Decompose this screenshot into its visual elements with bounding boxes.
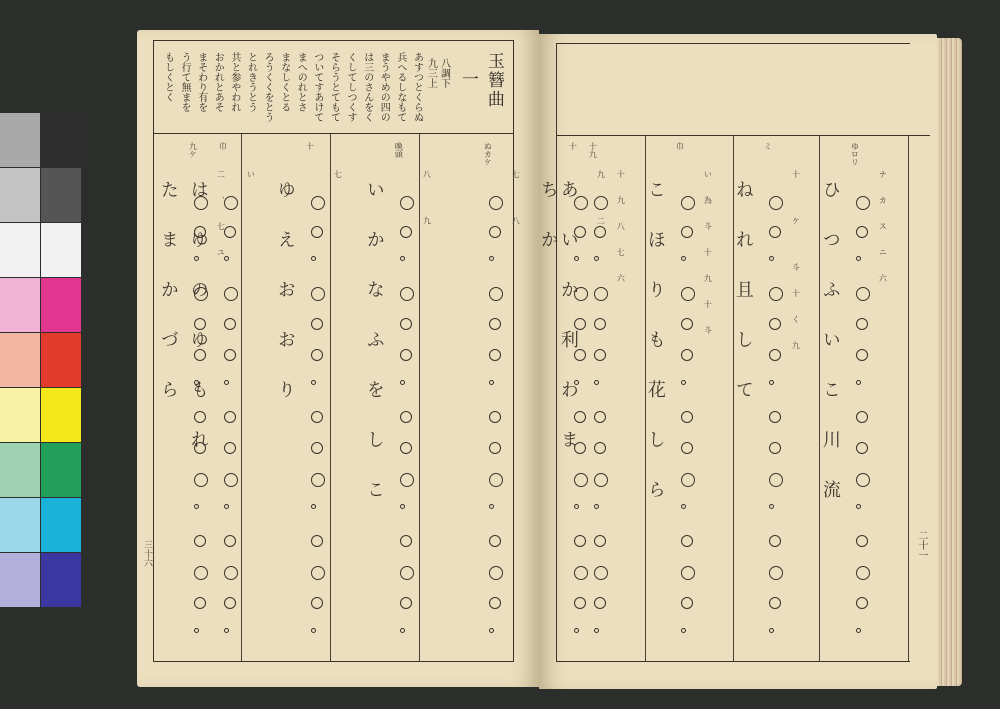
notation-circle	[856, 504, 861, 509]
color-patch	[41, 443, 81, 497]
color-patch	[41, 333, 81, 387]
notation-circle	[856, 226, 868, 238]
color-patch	[41, 278, 81, 332]
notation-circle	[594, 628, 599, 633]
notation-circle	[489, 535, 501, 547]
notation-circle	[489, 287, 503, 301]
notation-circle	[489, 380, 494, 385]
notation-circle	[224, 287, 238, 301]
notation-circle	[400, 196, 414, 210]
column-lyrics: ひつふいこ川流	[819, 180, 841, 530]
notation-circle	[594, 504, 599, 509]
notation-circle	[194, 628, 199, 633]
notation-circle	[489, 349, 501, 361]
notation-circle	[311, 535, 323, 547]
column-notation-text: 十 ケ 斗十く九	[791, 170, 801, 368]
column-header-note: 巾	[675, 142, 685, 150]
column-notation-text: い	[246, 170, 256, 196]
color-patch	[0, 223, 40, 277]
notation-circle	[489, 442, 501, 454]
notation-circle	[574, 411, 586, 423]
notation-circle	[769, 504, 774, 509]
notation-circle	[769, 411, 781, 423]
notation-circle	[856, 196, 870, 210]
notation-circle	[574, 473, 588, 487]
color-patch	[41, 168, 81, 222]
intro-line: 共と参やわれ	[228, 52, 240, 112]
notation-circle	[194, 256, 199, 261]
notation-circle	[769, 196, 783, 210]
color-patch	[0, 113, 40, 167]
column-notation-text: 十九八七六	[616, 170, 626, 300]
color-patch	[41, 113, 81, 167]
notation-circle	[681, 597, 693, 609]
notation-circle	[681, 411, 693, 423]
notation-circle	[311, 566, 325, 580]
column-notation-text: い為斗十九十斗	[703, 170, 713, 352]
column-divider	[419, 134, 420, 661]
color-patch	[0, 333, 40, 387]
notation-circle	[224, 349, 236, 361]
notation-circle	[400, 226, 412, 238]
intro-line: とれきうとう	[245, 52, 257, 112]
notation-circle	[856, 380, 861, 385]
notation-circle	[574, 566, 588, 580]
notation-circle	[194, 442, 206, 454]
notation-circle	[681, 535, 693, 547]
notation-circle	[400, 628, 405, 633]
notation-circle	[769, 226, 781, 238]
notation-circle	[400, 411, 412, 423]
notation-circle	[489, 504, 494, 509]
notation-circle	[574, 628, 579, 633]
notation-circle	[574, 535, 586, 547]
notation-circle	[681, 349, 693, 361]
notation-circle	[574, 318, 586, 330]
notation-circle	[311, 380, 316, 385]
column-header-note: 九ケ	[188, 142, 198, 158]
notation-circle	[681, 504, 686, 509]
intro-line: う行て無まを	[179, 52, 191, 112]
notation-circle	[769, 597, 781, 609]
notation-circle	[224, 628, 229, 633]
notation-circle	[311, 442, 323, 454]
notation-circle	[594, 473, 608, 487]
column-header-note: 巾	[218, 142, 228, 150]
notation-circle	[769, 318, 781, 330]
notation-circle	[224, 442, 236, 454]
notation-circle	[856, 473, 870, 487]
notation-circle	[489, 196, 503, 210]
notation-circle	[769, 473, 783, 487]
notation-circle	[311, 226, 323, 238]
color-patch	[0, 498, 40, 552]
notation-circle	[594, 566, 608, 580]
notation-circle	[856, 318, 868, 330]
color-patch	[0, 278, 40, 332]
notation-circle	[400, 287, 414, 301]
notation-circle	[194, 504, 199, 509]
notation-circle	[769, 287, 783, 301]
notation-circle	[856, 442, 868, 454]
notation-circle	[224, 226, 236, 238]
notation-circle	[194, 473, 208, 487]
notation-circle	[311, 196, 325, 210]
column-header-note: ぬカケ	[483, 142, 493, 166]
notation-circle	[400, 318, 412, 330]
intro-line: まそわり有を	[195, 52, 207, 112]
notation-circle	[856, 566, 870, 580]
notation-circle	[574, 597, 586, 609]
notation-circle	[489, 256, 494, 261]
notation-circle	[594, 442, 606, 454]
notation-circle	[400, 442, 412, 454]
intro-line: おかれとあそ	[212, 52, 224, 112]
notation-circle	[856, 349, 868, 361]
notation-circle	[224, 380, 229, 385]
notation-circle	[400, 504, 405, 509]
notation-circle	[594, 318, 606, 330]
notation-circle	[574, 349, 586, 361]
notation-circle	[311, 349, 323, 361]
notation-circle	[194, 287, 208, 301]
notation-circle	[311, 318, 323, 330]
tuning-note-2: 九三上	[425, 58, 437, 88]
column-header-note: 喚頭	[394, 142, 404, 158]
column-header-note: ミ	[763, 142, 773, 150]
page-edges	[934, 38, 962, 686]
notation-circle	[856, 287, 870, 301]
notation-circle	[400, 597, 412, 609]
notation-circle	[681, 380, 686, 385]
notation-circle	[681, 628, 686, 633]
notation-circle	[681, 566, 695, 580]
notation-circle	[400, 349, 412, 361]
column-divider	[908, 136, 909, 661]
color-patch	[0, 443, 40, 497]
notation-circle	[856, 597, 868, 609]
color-patch	[41, 553, 81, 607]
notation-circle	[224, 535, 236, 547]
notation-circle	[594, 287, 608, 301]
color-patch	[41, 388, 81, 442]
column-header-note: 十	[568, 142, 578, 150]
column-header-note: 十	[305, 142, 315, 150]
column-header-note: ゆロリ	[850, 142, 860, 166]
notation-circle	[489, 566, 503, 580]
notation-circle	[224, 597, 236, 609]
notation-circle	[681, 287, 695, 301]
notation-circle	[769, 380, 774, 385]
notation-circle	[311, 628, 316, 633]
title-number: 一	[457, 70, 478, 89]
notation-circle	[856, 628, 861, 633]
column-lyrics: ちか	[537, 180, 559, 280]
column-notation-text: 八 九	[422, 170, 432, 243]
color-patch	[41, 223, 81, 277]
notation-circle	[311, 287, 325, 301]
intro-line: ろうくくをとう	[262, 52, 274, 122]
column-lyrics: はゆのゆもれ	[187, 180, 209, 480]
notation-circle	[681, 318, 693, 330]
side-number: 二十一	[916, 530, 927, 560]
notation-circle	[224, 504, 229, 509]
notation-circle	[574, 504, 579, 509]
notation-circle	[311, 256, 316, 261]
notation-circle	[489, 411, 501, 423]
notation-circle	[311, 504, 316, 509]
notation-circle	[856, 256, 861, 261]
notation-circle	[400, 535, 412, 547]
notation-circle	[489, 226, 501, 238]
notation-circle	[194, 380, 199, 385]
column-divider	[330, 134, 331, 661]
notation-circle	[224, 318, 236, 330]
notation-circle	[681, 226, 693, 238]
notation-circle	[194, 318, 206, 330]
color-patch	[0, 553, 40, 607]
header-divider	[557, 135, 930, 136]
notation-circle	[594, 349, 606, 361]
color-patch	[0, 168, 40, 222]
notation-circle	[594, 380, 599, 385]
column-notation-text: 二、七ユ	[216, 170, 226, 274]
notation-circle	[194, 349, 206, 361]
intro-line: くしてしつくす	[345, 52, 357, 122]
notation-circle	[769, 256, 774, 261]
notation-circle	[594, 256, 599, 261]
notation-circle	[574, 226, 586, 238]
notation-circle	[769, 349, 781, 361]
notation-circle	[489, 628, 494, 633]
notation-circle	[769, 628, 774, 633]
column-lyrics: ゆえおおり	[274, 180, 296, 430]
notation-circle	[311, 411, 323, 423]
column-lyrics: ねれ且して	[732, 180, 754, 430]
notation-circle	[194, 196, 208, 210]
notation-circle	[574, 380, 579, 385]
color-patch	[0, 388, 40, 442]
notation-circle	[594, 535, 606, 547]
notation-circle	[224, 411, 236, 423]
intro-line: 兵へるしなもて	[394, 52, 406, 122]
notation-circle	[594, 411, 606, 423]
notation-circle	[400, 473, 414, 487]
column-lyrics: あいか利わま	[557, 180, 579, 480]
intro-line: まなしくとる	[278, 52, 290, 112]
notation-circle	[194, 566, 208, 580]
header-divider	[154, 133, 513, 134]
page-title: 玉簪曲	[483, 52, 504, 109]
notation-circle	[681, 196, 695, 210]
column-lyrics: たまかづら	[157, 180, 179, 430]
column-lyrics: いかなふをしこ	[363, 180, 385, 530]
intro-line: あすつとくらぬ	[411, 52, 423, 122]
notation-circle	[194, 411, 206, 423]
column-notation-text: 七	[333, 170, 343, 196]
intro-line: ついてすあけて	[311, 52, 323, 122]
column-notation-text: ナカスニ六	[878, 170, 888, 300]
notation-circle	[400, 566, 414, 580]
column-header-note: 十九	[588, 142, 598, 158]
notation-circle	[224, 196, 238, 210]
notation-circle	[489, 318, 501, 330]
notation-circle	[681, 256, 686, 261]
intro-line: まへのれとさ	[295, 52, 307, 112]
column-lyrics: こほりも花しら	[644, 180, 666, 530]
notation-circle	[769, 442, 781, 454]
notation-circle	[224, 566, 238, 580]
notation-circle	[574, 196, 588, 210]
notation-circle	[194, 597, 206, 609]
notation-circle	[194, 535, 206, 547]
notation-circle	[489, 597, 501, 609]
notation-circle	[400, 380, 405, 385]
notation-circle	[681, 442, 693, 454]
column-divider	[241, 134, 242, 661]
notation-circle	[574, 287, 588, 301]
intro-line: そらうとてもて	[328, 52, 340, 122]
notation-circle	[574, 442, 586, 454]
intro-line: は三のさんをく	[361, 52, 373, 122]
notation-circle	[400, 256, 405, 261]
notation-circle	[594, 597, 606, 609]
notation-circle	[769, 566, 783, 580]
notation-circle	[311, 597, 323, 609]
notation-circle	[311, 473, 325, 487]
column-notation-text: 九 二	[596, 170, 606, 243]
notation-circle	[856, 411, 868, 423]
notation-circle	[574, 256, 579, 261]
column-notation-text: 七 八	[511, 170, 521, 243]
notation-circle	[856, 535, 868, 547]
notation-circle	[681, 473, 695, 487]
color-patch	[41, 498, 81, 552]
tuning-note-1: 八調下	[438, 58, 450, 88]
color-calibration-bar	[0, 113, 81, 606]
intro-line: もしくとく	[162, 52, 174, 102]
notation-circle	[224, 473, 238, 487]
notation-circle	[769, 535, 781, 547]
intro-line: まうやめの四の	[378, 52, 390, 122]
page-number: 三十六	[142, 540, 152, 567]
notation-circle	[489, 473, 503, 487]
notation-circle	[194, 226, 206, 238]
